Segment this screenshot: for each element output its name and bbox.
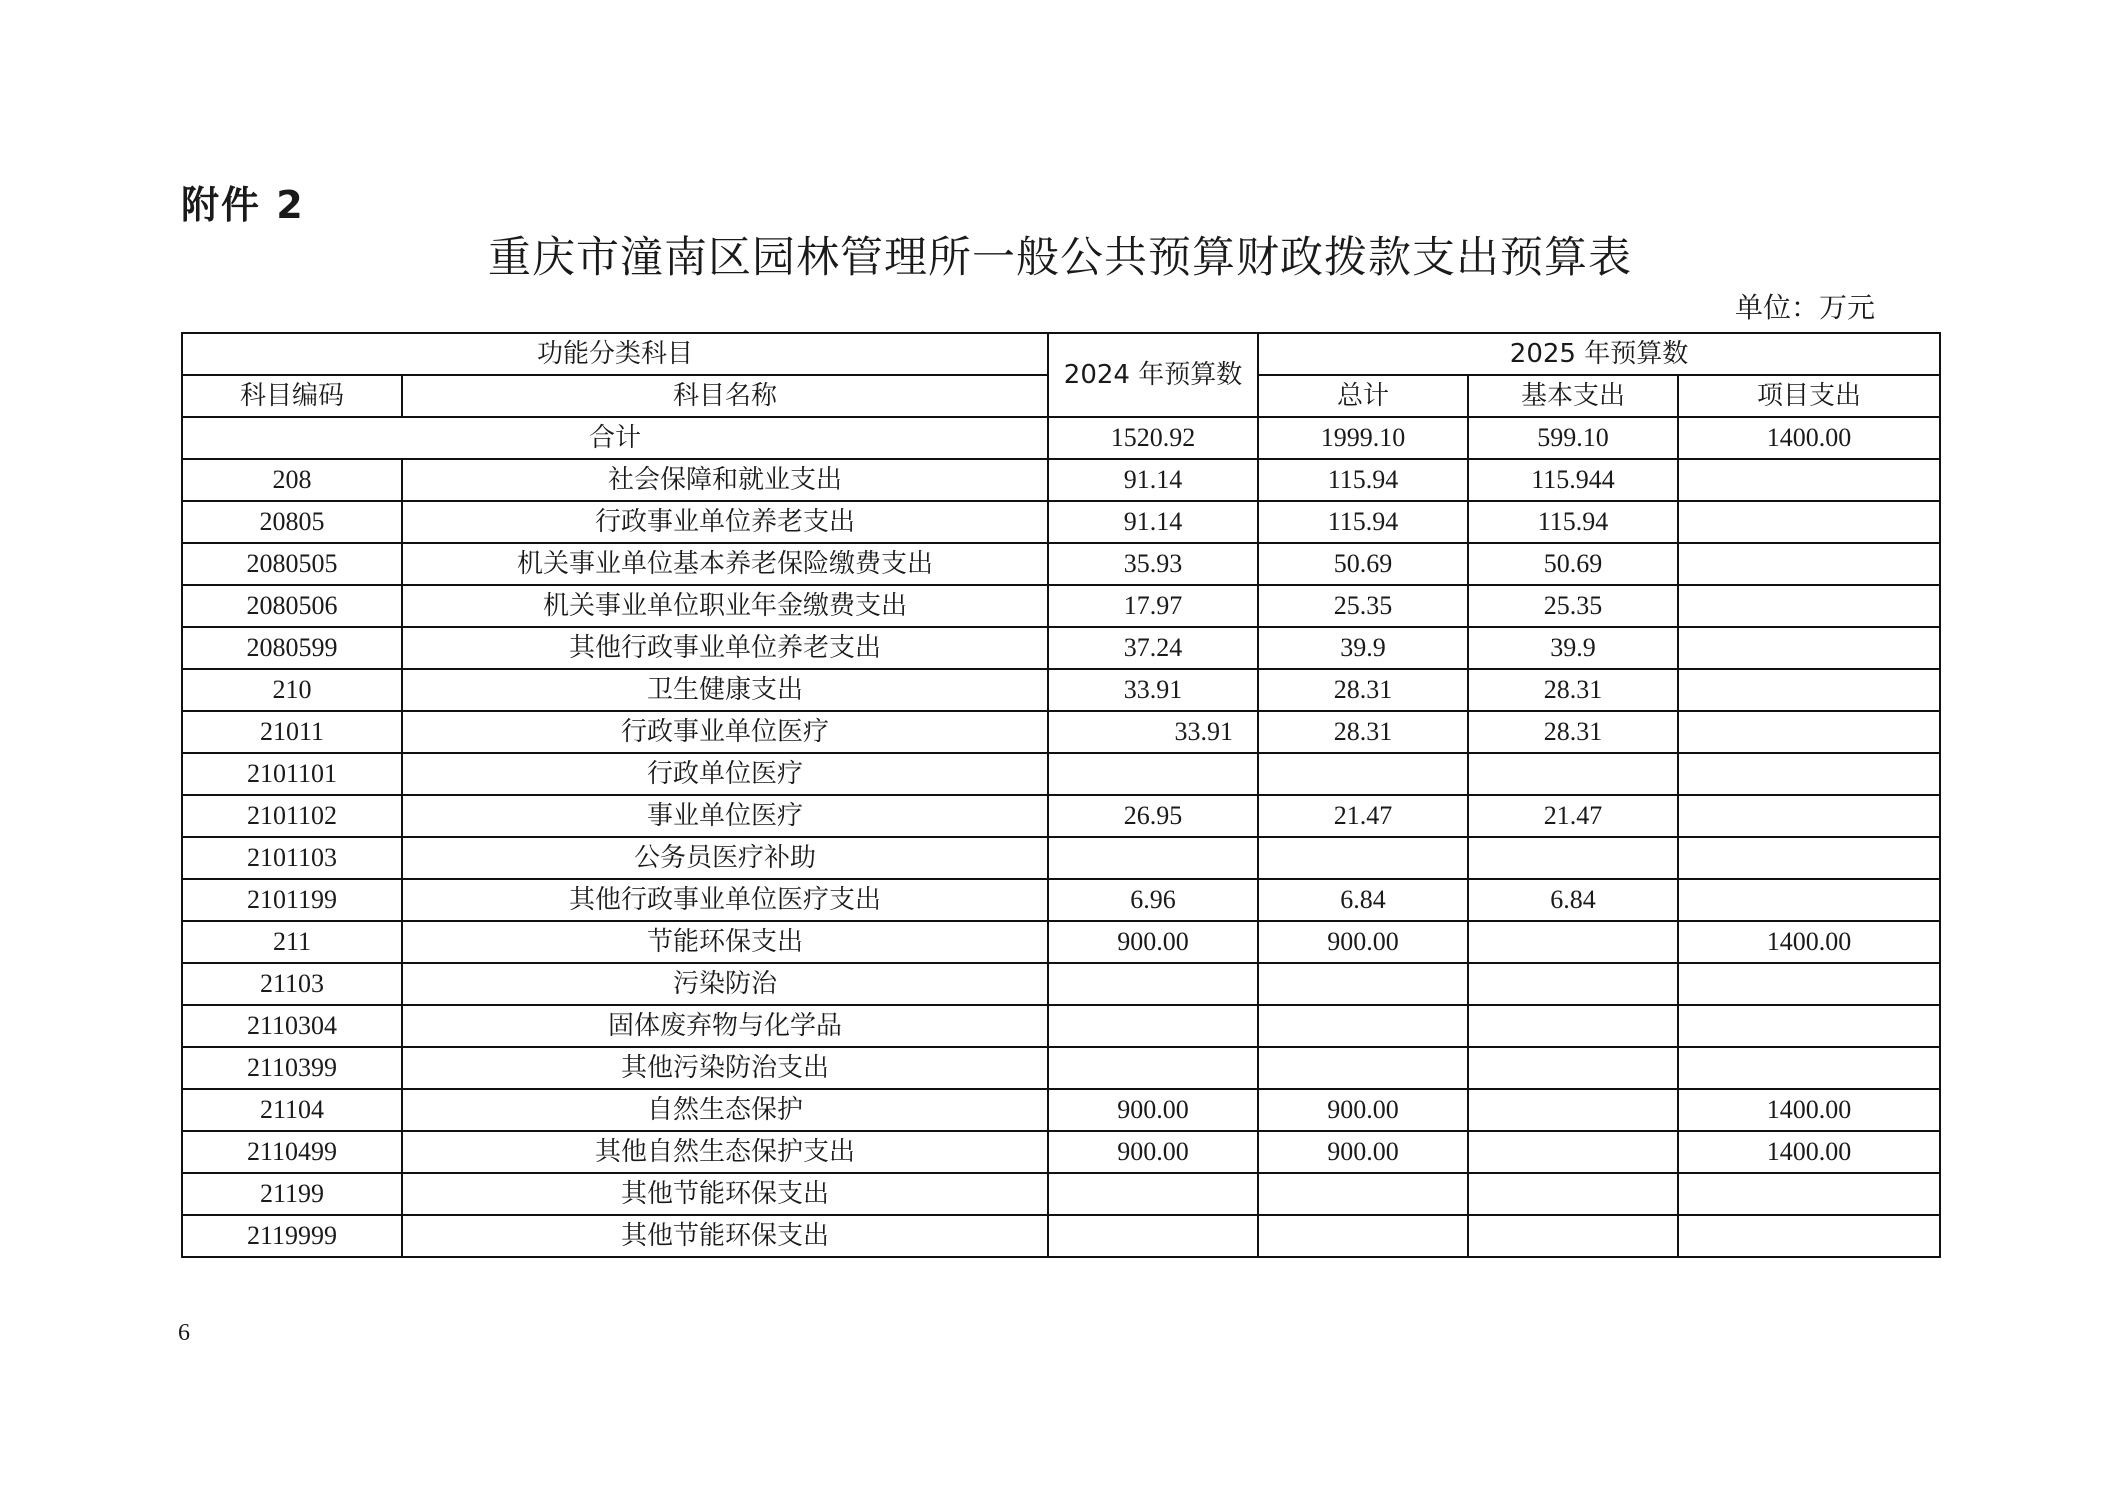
row-code: 21104 bbox=[182, 1089, 402, 1131]
row-basic bbox=[1468, 963, 1678, 1005]
row-basic: 28.31 bbox=[1468, 711, 1678, 753]
row-basic: 25.35 bbox=[1468, 585, 1678, 627]
row-basic bbox=[1468, 1215, 1678, 1257]
row-total bbox=[1258, 1215, 1468, 1257]
row-basic bbox=[1468, 1047, 1678, 1089]
row-name: 社会保障和就业支出 bbox=[402, 459, 1048, 501]
header-budget-2025: 2025 年预算数 bbox=[1258, 333, 1940, 375]
table-row bbox=[182, 837, 1940, 879]
row-project bbox=[1678, 459, 1940, 501]
row-total: 900.00 bbox=[1258, 1131, 1468, 1173]
total-row bbox=[182, 417, 1940, 459]
row-project bbox=[1678, 837, 1940, 879]
header-function-category: 功能分类科目 bbox=[182, 333, 1048, 375]
row-code: 2110304 bbox=[182, 1005, 402, 1047]
row-code: 2080505 bbox=[182, 543, 402, 585]
row-budget-2024 bbox=[1048, 963, 1258, 1005]
table-row bbox=[182, 879, 1940, 921]
table-row bbox=[182, 921, 1940, 963]
row-name: 行政事业单位医疗 bbox=[402, 711, 1048, 753]
row-budget-2024: 33.91 bbox=[1048, 711, 1258, 753]
header-total: 总计 bbox=[1258, 375, 1468, 417]
row-total: 28.31 bbox=[1258, 669, 1468, 711]
row-code: 2101101 bbox=[182, 753, 402, 795]
table-row bbox=[182, 1005, 1940, 1047]
row-project bbox=[1678, 753, 1940, 795]
row-project bbox=[1678, 501, 1940, 543]
table-row bbox=[182, 501, 1940, 543]
row-project: 1400.00 bbox=[1678, 1131, 1940, 1173]
row-budget-2024: 17.97 bbox=[1048, 585, 1258, 627]
total-basic: 599.10 bbox=[1468, 417, 1678, 459]
row-project bbox=[1678, 543, 1940, 585]
row-total bbox=[1258, 1005, 1468, 1047]
table-row bbox=[182, 543, 1940, 585]
row-code: 2101102 bbox=[182, 795, 402, 837]
row-project bbox=[1678, 795, 1940, 837]
table-row bbox=[182, 711, 1940, 753]
header-row-1 bbox=[182, 333, 1940, 375]
row-code: 208 bbox=[182, 459, 402, 501]
header-project: 项目支出 bbox=[1678, 375, 1940, 417]
row-name: 自然生态保护 bbox=[402, 1089, 1048, 1131]
row-basic: 21.47 bbox=[1468, 795, 1678, 837]
row-basic: 50.69 bbox=[1468, 543, 1678, 585]
row-name: 行政单位医疗 bbox=[402, 753, 1048, 795]
row-basic bbox=[1468, 1089, 1678, 1131]
row-code: 20805 bbox=[182, 501, 402, 543]
budget-table bbox=[181, 332, 1941, 1258]
row-total: 28.31 bbox=[1258, 711, 1468, 753]
row-name: 公务员医疗补助 bbox=[402, 837, 1048, 879]
table-row bbox=[182, 585, 1940, 627]
row-name: 节能环保支出 bbox=[402, 921, 1048, 963]
row-budget-2024 bbox=[1048, 1173, 1258, 1215]
row-code: 211 bbox=[182, 921, 402, 963]
row-name: 其他行政事业单位养老支出 bbox=[402, 627, 1048, 669]
row-name: 其他行政事业单位医疗支出 bbox=[402, 879, 1048, 921]
row-project: 1400.00 bbox=[1678, 1089, 1940, 1131]
table-row bbox=[182, 795, 1940, 837]
row-basic: 28.31 bbox=[1468, 669, 1678, 711]
row-basic: 39.9 bbox=[1468, 627, 1678, 669]
row-project bbox=[1678, 1047, 1940, 1089]
row-project bbox=[1678, 627, 1940, 669]
row-total: 900.00 bbox=[1258, 1089, 1468, 1131]
row-basic bbox=[1468, 1173, 1678, 1215]
row-code: 210 bbox=[182, 669, 402, 711]
row-code: 2110499 bbox=[182, 1131, 402, 1173]
row-project bbox=[1678, 879, 1940, 921]
row-project bbox=[1678, 1215, 1940, 1257]
row-code: 2101103 bbox=[182, 837, 402, 879]
row-project bbox=[1678, 669, 1940, 711]
row-basic: 6.84 bbox=[1468, 879, 1678, 921]
row-total: 115.94 bbox=[1258, 459, 1468, 501]
row-name: 卫生健康支出 bbox=[402, 669, 1048, 711]
table-row bbox=[182, 1089, 1940, 1131]
header-code: 科目编码 bbox=[182, 375, 402, 417]
row-budget-2024: 91.14 bbox=[1048, 501, 1258, 543]
row-total bbox=[1258, 837, 1468, 879]
row-budget-2024: 91.14 bbox=[1048, 459, 1258, 501]
row-name: 其他污染防治支出 bbox=[402, 1047, 1048, 1089]
row-project bbox=[1678, 963, 1940, 1005]
row-budget-2024 bbox=[1048, 1215, 1258, 1257]
row-code: 21199 bbox=[182, 1173, 402, 1215]
row-total: 900.00 bbox=[1258, 921, 1468, 963]
row-budget-2024 bbox=[1048, 837, 1258, 879]
row-name: 污染防治 bbox=[402, 963, 1048, 1005]
row-project bbox=[1678, 711, 1940, 753]
table-row bbox=[182, 753, 1940, 795]
row-basic bbox=[1468, 837, 1678, 879]
row-budget-2024: 900.00 bbox=[1048, 1131, 1258, 1173]
row-project: 1400.00 bbox=[1678, 921, 1940, 963]
row-total: 25.35 bbox=[1258, 585, 1468, 627]
table-row bbox=[182, 627, 1940, 669]
row-basic bbox=[1468, 1131, 1678, 1173]
row-name: 其他自然生态保护支出 bbox=[402, 1131, 1048, 1173]
row-total bbox=[1258, 963, 1468, 1005]
row-basic bbox=[1468, 1005, 1678, 1047]
row-code: 2110399 bbox=[182, 1047, 402, 1089]
row-budget-2024: 900.00 bbox=[1048, 921, 1258, 963]
row-total: 21.47 bbox=[1258, 795, 1468, 837]
page-number: 6 bbox=[178, 1320, 190, 1346]
row-budget-2024 bbox=[1048, 753, 1258, 795]
row-basic bbox=[1468, 921, 1678, 963]
row-code: 2080506 bbox=[182, 585, 402, 627]
row-project bbox=[1678, 1173, 1940, 1215]
row-budget-2024: 37.24 bbox=[1048, 627, 1258, 669]
table-row bbox=[182, 1131, 1940, 1173]
row-name: 机关事业单位基本养老保险缴费支出 bbox=[402, 543, 1048, 585]
row-basic: 115.944 bbox=[1468, 459, 1678, 501]
row-name: 机关事业单位职业年金缴费支出 bbox=[402, 585, 1048, 627]
header-name: 科目名称 bbox=[402, 375, 1048, 417]
row-project bbox=[1678, 585, 1940, 627]
header-basic: 基本支出 bbox=[1468, 375, 1678, 417]
attachment-label: 附件 2 bbox=[181, 183, 305, 227]
budget-table-body bbox=[182, 333, 1940, 1257]
table-row bbox=[182, 1173, 1940, 1215]
row-budget-2024: 35.93 bbox=[1048, 543, 1258, 585]
row-basic: 115.94 bbox=[1468, 501, 1678, 543]
row-code: 21103 bbox=[182, 963, 402, 1005]
row-budget-2024: 33.91 bbox=[1048, 669, 1258, 711]
row-code: 2101199 bbox=[182, 879, 402, 921]
row-total bbox=[1258, 1173, 1468, 1215]
table-row bbox=[182, 963, 1940, 1005]
table-row bbox=[182, 1215, 1940, 1257]
row-total: 6.84 bbox=[1258, 879, 1468, 921]
row-budget-2024 bbox=[1048, 1047, 1258, 1089]
row-total bbox=[1258, 1047, 1468, 1089]
row-total bbox=[1258, 753, 1468, 795]
table-row bbox=[182, 459, 1940, 501]
total-total: 1999.10 bbox=[1258, 417, 1468, 459]
row-project bbox=[1678, 1005, 1940, 1047]
row-code: 2119999 bbox=[182, 1215, 402, 1257]
row-budget-2024: 6.96 bbox=[1048, 879, 1258, 921]
row-code: 2080599 bbox=[182, 627, 402, 669]
row-budget-2024: 900.00 bbox=[1048, 1089, 1258, 1131]
table-row bbox=[182, 1047, 1940, 1089]
page-title: 重庆市潼南区园林管理所一般公共预算财政拨款支出预算表 bbox=[488, 233, 1632, 283]
row-total: 50.69 bbox=[1258, 543, 1468, 585]
row-budget-2024 bbox=[1048, 1005, 1258, 1047]
unit-label: 单位：万元 bbox=[1734, 291, 1875, 324]
header-budget-2024: 2024 年预算数 bbox=[1048, 333, 1258, 417]
row-total: 39.9 bbox=[1258, 627, 1468, 669]
row-code: 21011 bbox=[182, 711, 402, 753]
row-name: 其他节能环保支出 bbox=[402, 1173, 1048, 1215]
row-name: 其他节能环保支出 bbox=[402, 1215, 1048, 1257]
row-name: 行政事业单位养老支出 bbox=[402, 501, 1048, 543]
row-basic bbox=[1468, 753, 1678, 795]
total-budget-2024: 1520.92 bbox=[1048, 417, 1258, 459]
row-budget-2024: 26.95 bbox=[1048, 795, 1258, 837]
total-project: 1400.00 bbox=[1678, 417, 1940, 459]
total-label: 合计 bbox=[182, 417, 1048, 459]
table-row bbox=[182, 669, 1940, 711]
row-name: 事业单位医疗 bbox=[402, 795, 1048, 837]
row-name: 固体废弃物与化学品 bbox=[402, 1005, 1048, 1047]
row-total: 115.94 bbox=[1258, 501, 1468, 543]
